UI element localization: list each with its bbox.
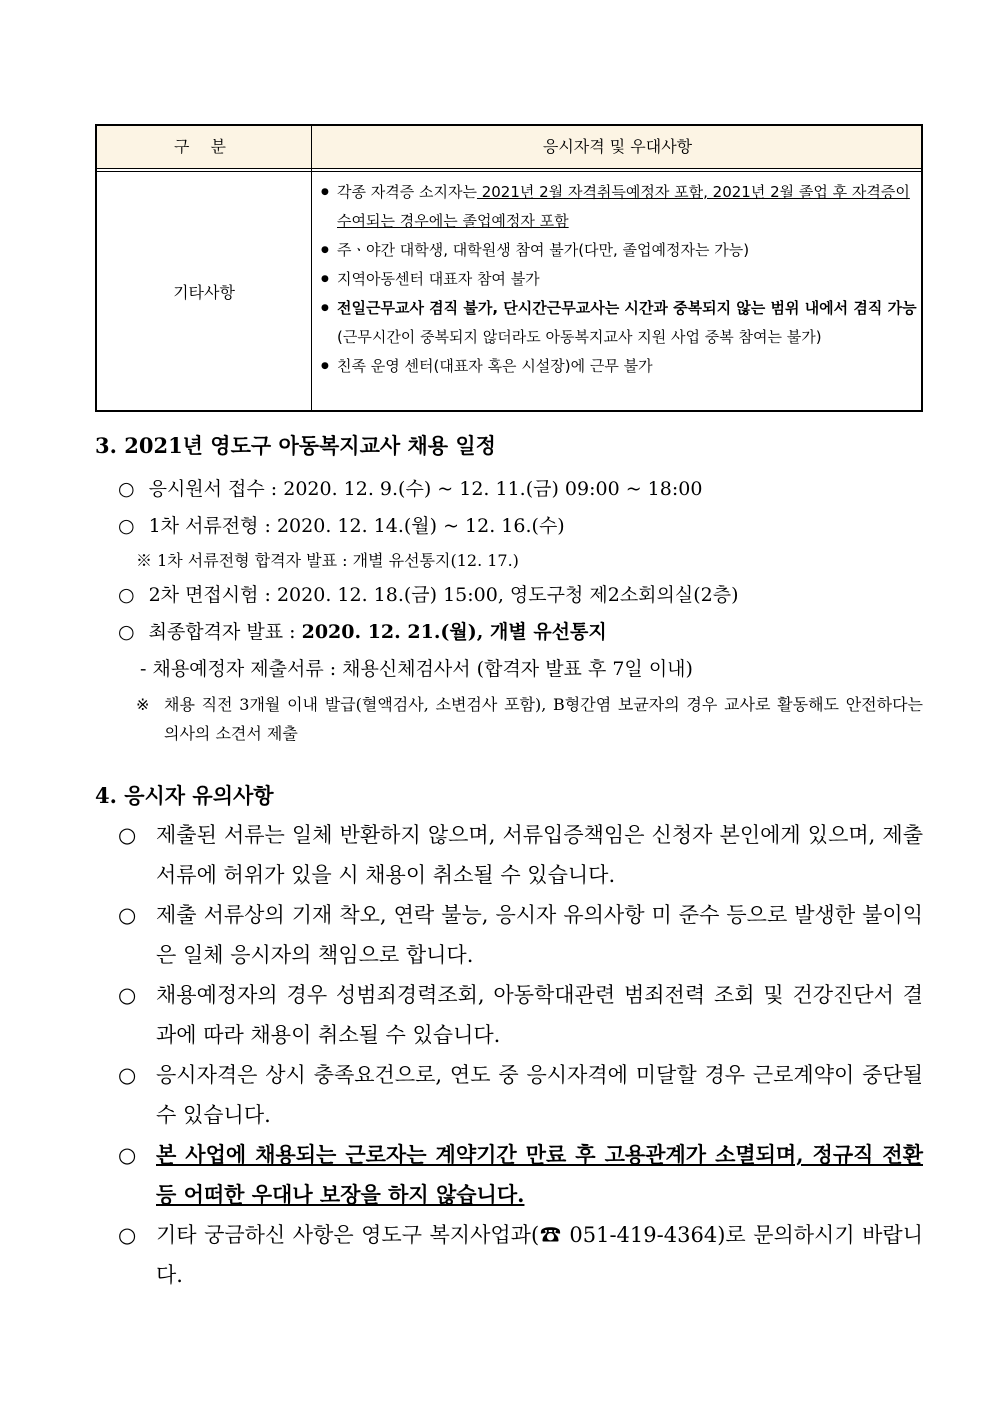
schedule-note-2: [136, 690, 923, 748]
item-text: 주ㆍ야간 대학생, 대학원생 참여 불가(다만, 졸업예정자는 가능): [337, 241, 750, 259]
item-text: (근무시간이 중복되지 않더라도 아동복지교사 지원 사업 중복 참여는 불가): [337, 328, 822, 346]
condition-list: [319, 178, 919, 381]
notice-bold-text: 본 사업에 채용되는 근로자는 계약기간 만료 후 고용관계가 소멸되며, 정규직 전환 등 어떠한 우대나 보장을 하지 않습니다.: [156, 1142, 923, 1207]
condition-item-2: [319, 236, 919, 265]
condition-item-4: [319, 294, 919, 352]
schedule-text: 2차 면접시험 : 2020. 12. 18.(금) 15:00, 영도구청 제2소회의실(2층): [148, 584, 739, 606]
circle-bullet: ○: [118, 478, 135, 500]
contact-text-end: )로 문의하시기 바랍니다.: [156, 1223, 923, 1287]
phone-icon: ☎: [539, 1223, 562, 1247]
header-content: 응시자격 및 우대사항: [542, 137, 693, 156]
condition-item-3: [319, 265, 919, 294]
schedule-text: 응시원서 접수 : 2020. 12. 9.(수) ~ 12. 11.(금) 09:00 ~ 18:00: [148, 478, 703, 500]
item-text: 각종 자격증 소지자는: [337, 183, 477, 201]
header-category: 구 분: [174, 137, 234, 156]
schedule-text: 최종합격자 발표 :: [148, 621, 302, 643]
schedule-dash-item: - 채용예정자 제출서류 : 채용신체검사서 (합격자 발표 후 7일 이내): [140, 658, 693, 680]
item-text: 지역아동센터 대표자 참여 불가: [337, 270, 540, 288]
contact-text: 기타 궁금하신 사항은 영도구 복지사업과(: [156, 1223, 540, 1247]
item-bold-text: 전일근무교사 겸직 불가, 단시간근무교사는 시간과 중복되지 않는 범위 내에서 겸직 가능: [337, 299, 917, 317]
condition-item-1: [319, 178, 919, 236]
circle-bullet: ○: [118, 621, 135, 643]
notice-text: 제출된 서류는 일체 반환하지 않으며, 서류입증책임은 신청자 본인에게 있으며, 제출서류에 허위가 있을 시 채용이 취소될 수 있습니다.: [156, 823, 923, 887]
notice-text: 제출 서류상의 기재 착오, 연락 불능, 응시자 유의사항 미 준수 등으로 발생한 불이익은 일체 응시자의 책임으로 합니다.: [156, 903, 923, 967]
row-label: 기타사항: [173, 282, 235, 302]
note-mark: ※: [136, 695, 150, 714]
notice-text: 응시자격은 상시 충족요건으로, 연도 중 응시자격에 미달할 경우 근로계약이 중단될 수 있습니다.: [156, 1063, 923, 1127]
circle-bullet: ○: [118, 515, 135, 537]
schedule-document-screening: [118, 511, 565, 538]
phone-number: 051-419-4364: [561, 1223, 718, 1247]
condition-item-5: [319, 352, 919, 381]
circle-bullet: ○: [118, 903, 137, 927]
schedule-text: 1차 서류전형 : 2020. 12. 14.(월) ~ 12. 16.(수): [148, 515, 565, 537]
section4-title: 4. 응시자 유의사항: [95, 783, 274, 808]
notice-text: 채용예정자의 경우 성범죄경력조회, 아동학대관련 범죄전력 조회 및 건강진단서 결과에 따라 채용이 취소될 수 있습니다.: [156, 983, 923, 1047]
note-text: 채용 직전 3개월 이내 발급(혈액검사, 소변검사 포함), B형간염 보균자의 경우 교사로 활동해도 안전하다는 의사의 소견서 제출: [164, 695, 923, 743]
qualification-table: [95, 124, 923, 412]
notice-contact-text: [156, 1215, 923, 1295]
circle-bullet: ○: [118, 823, 137, 847]
schedule-application: [118, 474, 702, 501]
schedule-note-1: ※ 1차 서류전형 합격자 발표 : 개별 유선통지(12. 17.): [136, 551, 519, 570]
item-underlined-text: 2021년 2월 자격취득예정자 포함, 2021년 2월 졸업 후 자격증이 수여되는 경우에는 졸업예정자 포함: [337, 183, 910, 230]
table-column-divider: [311, 126, 312, 410]
circle-bullet: ○: [118, 1223, 137, 1247]
circle-bullet: ○: [118, 1063, 137, 1087]
circle-bullet: ○: [118, 983, 137, 1007]
schedule-final: [118, 617, 607, 644]
circle-bullet: ○: [118, 1143, 137, 1167]
item-text: 친족 운영 센터(대표자 혹은 시설장)에 근무 불가: [337, 357, 653, 375]
schedule-interview: [118, 580, 739, 607]
section3-title: 3. 2021년 영도구 아동복지교사 채용 일정: [95, 433, 496, 458]
schedule-bold-text: 2020. 12. 21.(월), 개별 유선통지: [301, 621, 607, 643]
circle-bullet: ○: [118, 584, 135, 606]
